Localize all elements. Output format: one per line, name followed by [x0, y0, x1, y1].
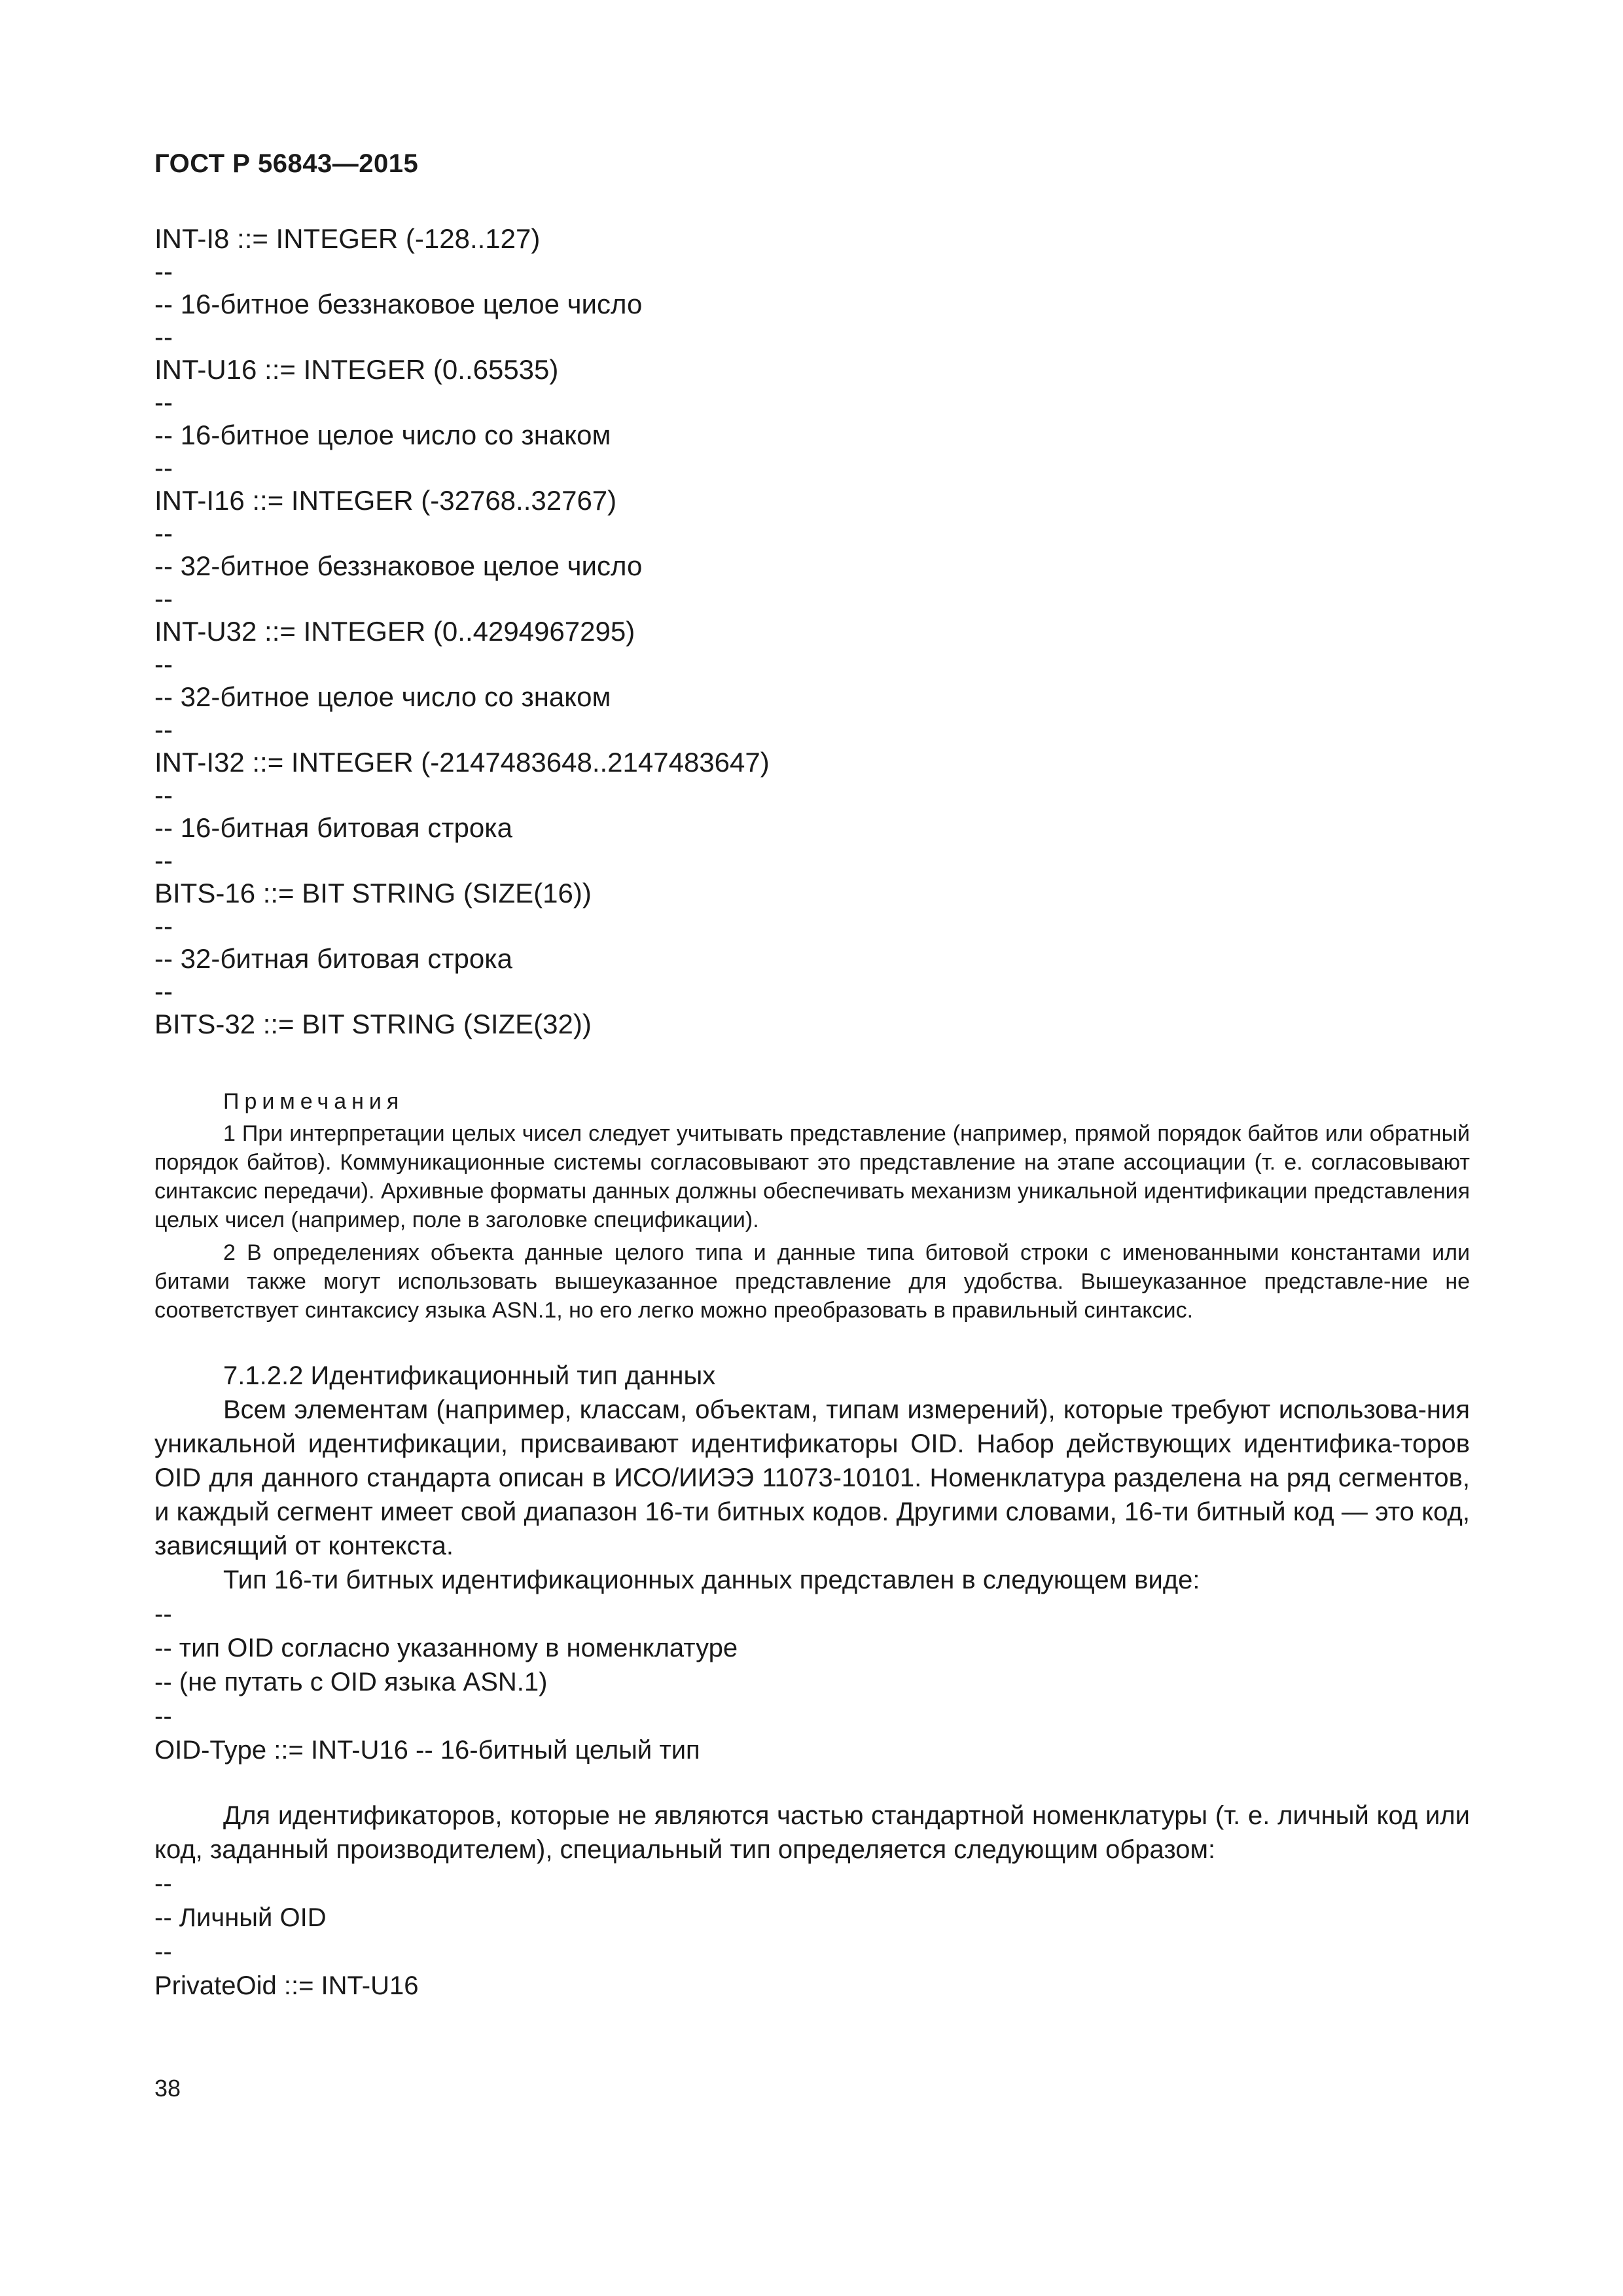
- code-line: BITS-32 ::= BIT STRING (SIZE(32)): [154, 1009, 592, 1039]
- code-line: -- 16-битное целое число со знаком: [154, 420, 611, 450]
- code-line: INT-U32 ::= INTEGER (0..4294967295): [154, 616, 635, 647]
- code-line: -- тип OID согласно указанному в номенклатуре: [154, 1634, 738, 1662]
- code-line: -- 16-битное беззнаковое целое число: [154, 289, 643, 319]
- code-line: --: [154, 976, 173, 1007]
- code-line: OID-Type ::= INT-U16 -- 16-битный целый тип: [154, 1736, 700, 1765]
- code-line: --: [154, 1702, 172, 1731]
- code-line: --: [154, 452, 173, 483]
- section-7-1-2-2: [154, 1359, 1470, 2003]
- code-line: INT-I8 ::= INTEGER (-128..127): [154, 223, 541, 254]
- code-line: -- Личный OID: [154, 1903, 327, 1932]
- oid-type-code-block: [154, 1597, 1470, 1767]
- section-paragraph-2: Тип 16-ти битных идентификационных данных представлен в следующем виде:: [223, 1566, 1200, 1594]
- code-line: INT-U16 ::= INTEGER (0..65535): [154, 354, 559, 385]
- asn1-code-block: [154, 223, 1470, 1041]
- code-line: INT-I32 ::= INTEGER (-2147483648..2147483647): [154, 747, 770, 778]
- document-header: ГОСТ Р 56843—2015: [154, 149, 419, 178]
- section-paragraph-3: Для идентификаторов, которые не являются частью стандартной номенклатуры (т. е. личный код или код, заданный производителем), специальный тип определяется следующим образом:: [154, 1801, 1470, 1864]
- code-line: -- 32-битная битовая строка: [154, 943, 512, 974]
- code-line: INT-I16 ::= INTEGER (-32768..32767): [154, 485, 617, 516]
- section-paragraph-1: Всем элементам (например, классам, объектам, типам измерений), которые требуют использова-ния уникальной идентификации, присваивают идентификаторы OID. Набор действующих идентифика-торов OID для данного стандарта описан в ИСО/ИИЭЭ 11073-10101. Номенклатура разделена на ряд сегментов, и каждый сегмент имеет свой диапазон 16-ти битных кодов. Другими словами, 16-ти битный код — это код, зависящий от контекста.: [154, 1395, 1470, 1560]
- code-line: --: [154, 780, 173, 810]
- code-line: BITS-16 ::= BIT STRING (SIZE(16)): [154, 878, 592, 908]
- notes-title: Примечания: [223, 1089, 404, 1114]
- code-line: --: [154, 714, 173, 745]
- code-line: --: [154, 845, 173, 876]
- code-line: --: [154, 1600, 172, 1628]
- private-oid-code-block: [154, 1867, 1470, 2003]
- code-line: -- 32-битное беззнаковое целое число: [154, 550, 643, 581]
- code-line: -- 16-битная битовая строка: [154, 812, 512, 843]
- code-line: --: [154, 518, 173, 548]
- code-line: --: [154, 1937, 172, 1966]
- page-number: 38: [154, 2075, 181, 2102]
- code-line: --: [154, 1869, 172, 1898]
- code-line: --: [154, 649, 173, 679]
- code-line: --: [154, 321, 173, 352]
- code-line: --: [154, 256, 173, 287]
- code-line: -- (не путать с OID языка ASN.1): [154, 1668, 548, 1696]
- code-line: --: [154, 387, 173, 418]
- note-2: 2 В определениях объекта данные целого типа и данные типа битовой строки с именованными константами или битами также могут использовать вышеуказанное представление для удобства. Вышеуказанное представле-ние не соответствует синтаксису языка ASN.1, но его легко можно преобразовать в правильный синтаксис.: [154, 1240, 1470, 1323]
- code-line: --: [154, 910, 173, 941]
- section-heading: 7.1.2.2 Идентификационный тип данных: [223, 1361, 716, 1390]
- code-line: -- 32-битное целое число со знаком: [154, 681, 611, 712]
- code-line: --: [154, 583, 173, 614]
- code-line: PrivateOid ::= INT-U16: [154, 1971, 419, 2000]
- notes-section: [154, 1086, 1470, 1325]
- note-1: 1 При интерпретации целых чисел следует учитывать представление (например, прямой порядок байтов или обратный порядок байтов). Коммуникационные системы согласовывают это представление на этапе ассоциации (т. е. согласовывают синтаксис передачи). Архивные форматы данных должны обеспечивать механизм уникальной идентификации представления целых чисел (например, поле в заголовке спецификации).: [154, 1121, 1470, 1232]
